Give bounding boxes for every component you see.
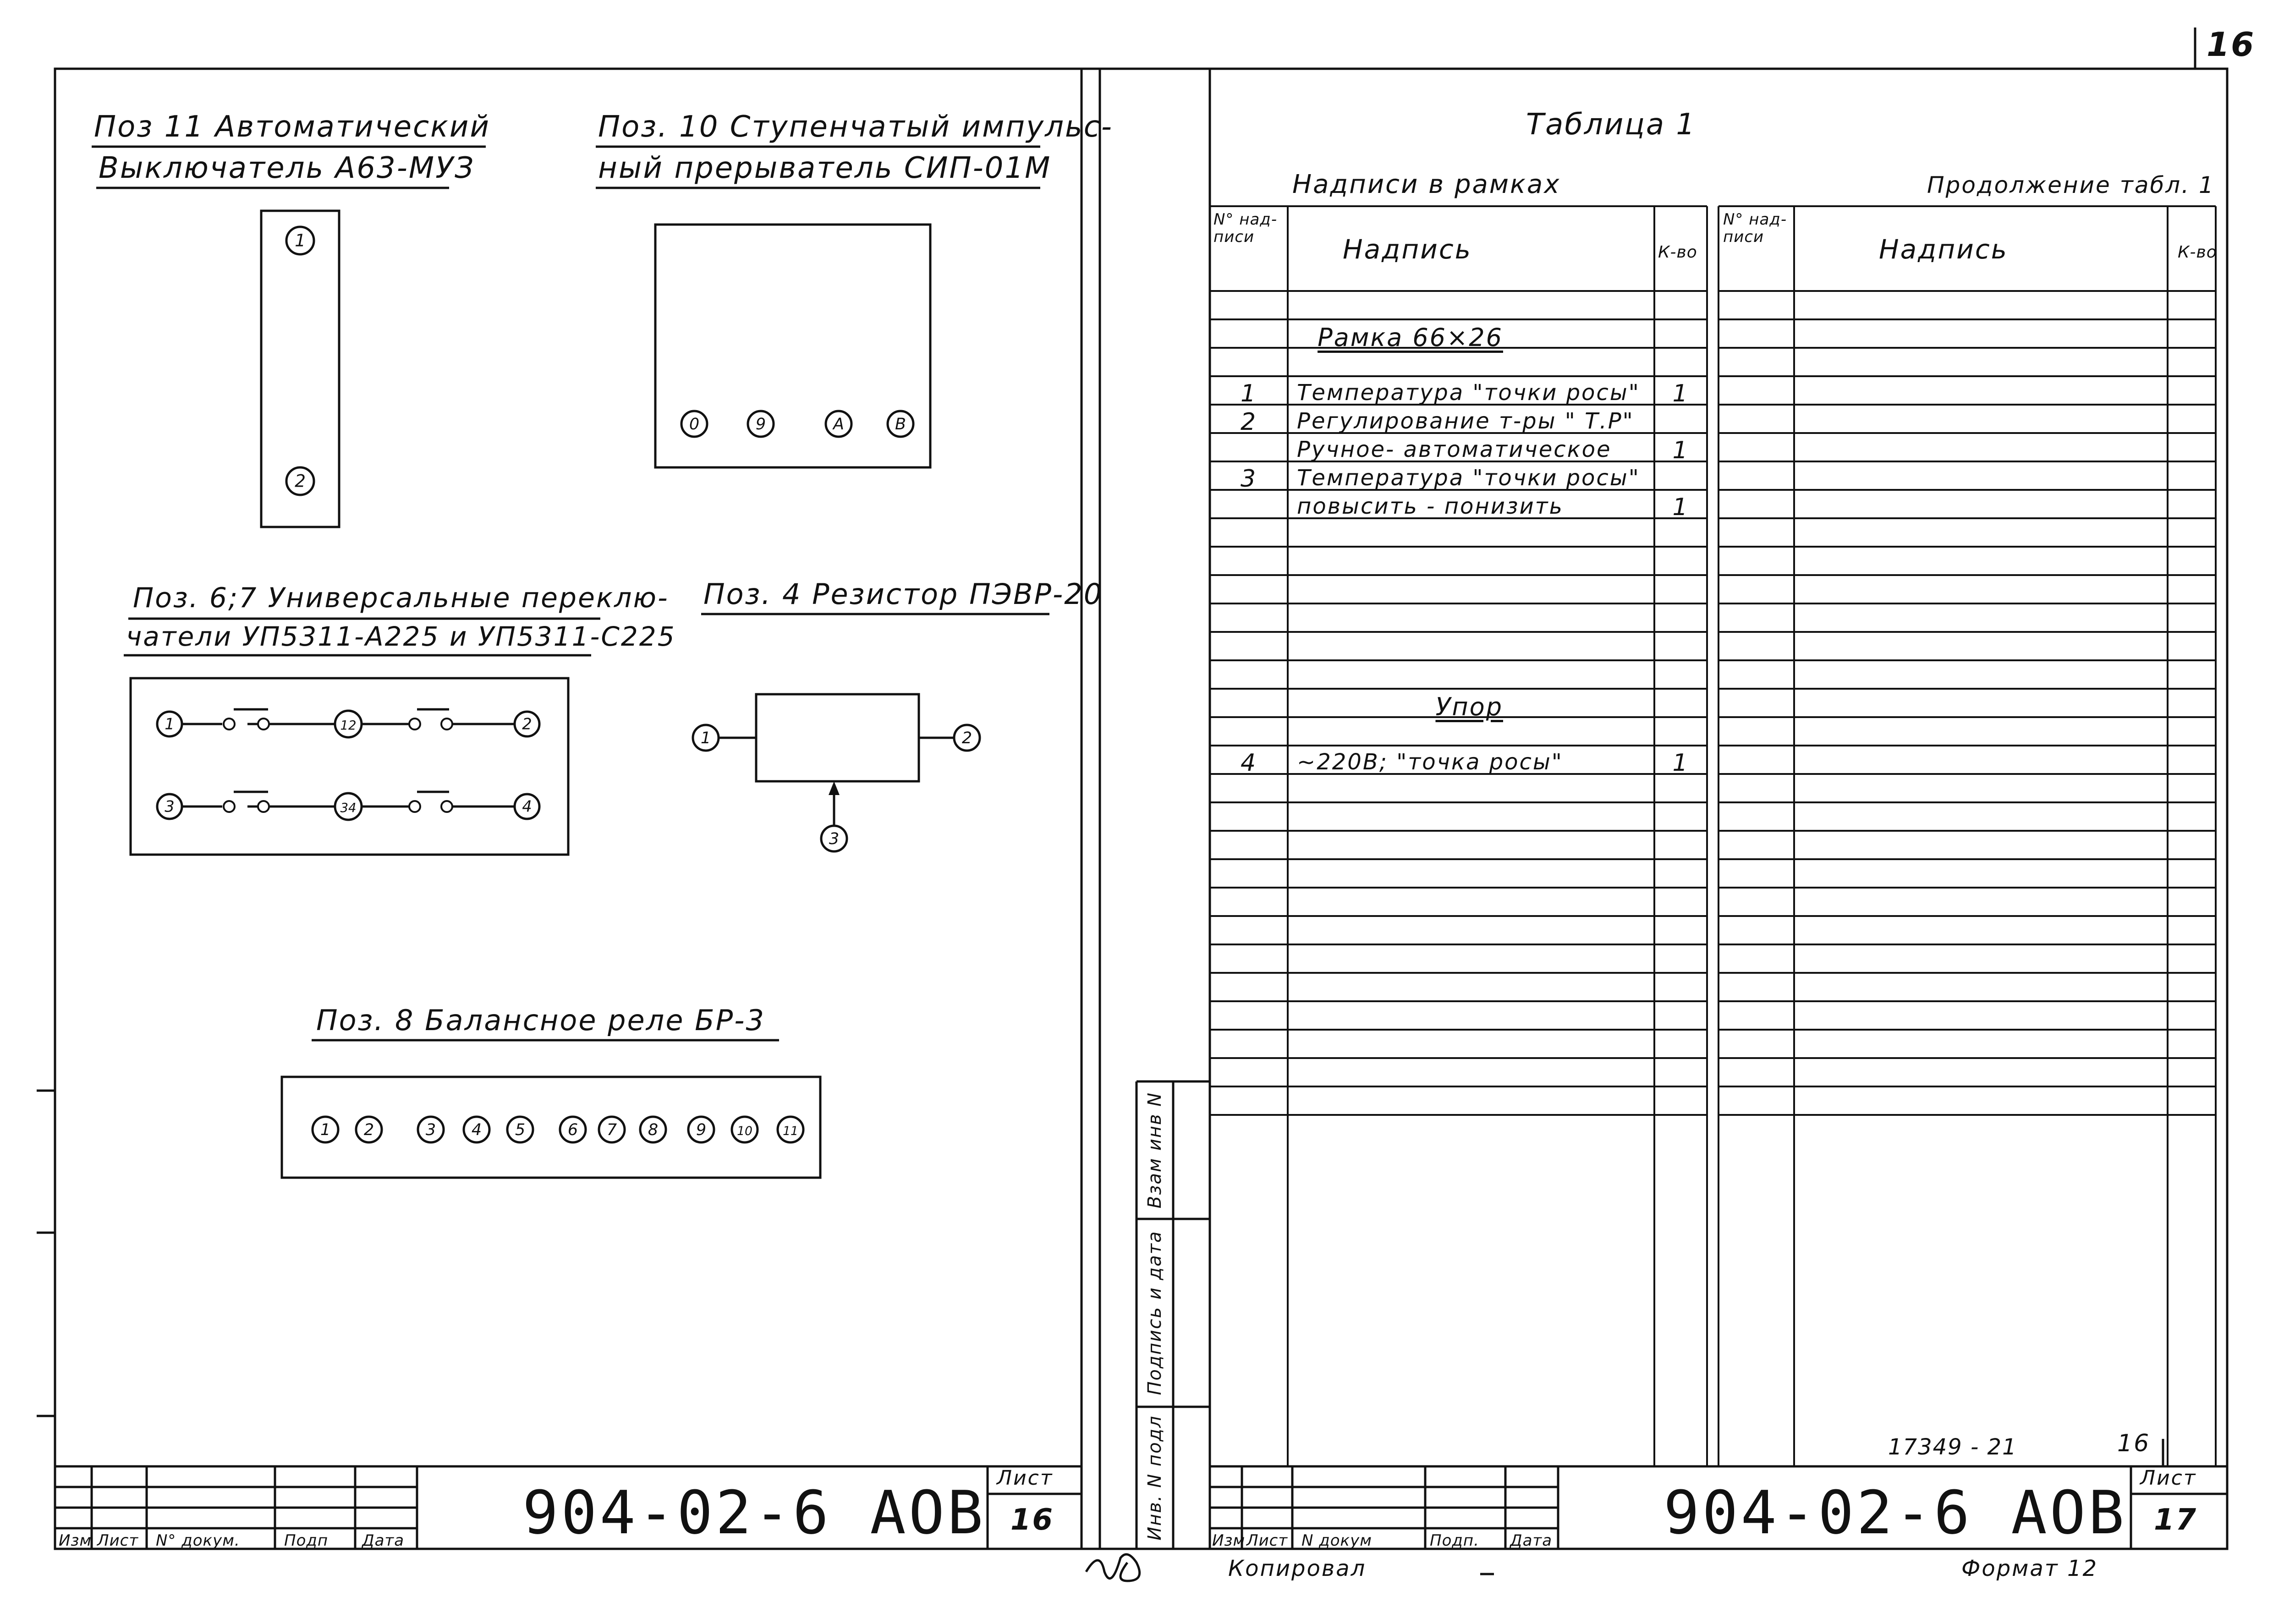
- col-header-qty-left: К-во: [1658, 243, 1697, 262]
- svg-text:1: 1: [700, 729, 711, 747]
- pos67-title-line1: Поз. 6;7 Универсальные переклю-: [133, 582, 669, 614]
- archive-sheet: 16: [2117, 1430, 2151, 1457]
- right-stamp-header-date: Дата: [1510, 1531, 1553, 1550]
- pos67-terminal: [515, 794, 539, 819]
- pos10-title-line2: ный прерыватель СИП-01М: [598, 151, 1052, 185]
- pos8-terminal: [418, 1117, 444, 1142]
- side-label-replace: Взам инв N: [1144, 1092, 1165, 1209]
- svg-text:11: 11: [783, 1124, 798, 1138]
- svg-text:5: 5: [515, 1120, 526, 1139]
- pos8-terminal: [778, 1117, 803, 1142]
- pos4-title: Поз. 4 Резистор ПЭВР-20: [703, 577, 1104, 611]
- svg-text:12: 12: [340, 718, 357, 733]
- table-subtitle-right: Продолжение табл. 1: [1927, 172, 2215, 198]
- svg-text:0: 0: [689, 415, 700, 433]
- side-label-sign-date: Подпись и дата: [1144, 1230, 1165, 1395]
- col-header-qty-right: К-во: [2178, 243, 2217, 262]
- pos8-terminal: [313, 1117, 338, 1142]
- svg-text:4: 4: [471, 1120, 482, 1139]
- right-stamp-code: 904-02-6 АОВ: [1664, 1478, 2127, 1547]
- pos67-device-box: [131, 678, 568, 855]
- archive-number: 17349 - 21: [1888, 1434, 2017, 1460]
- col-header-num-right: N° над-писи: [1723, 210, 1787, 246]
- pos67-terminal: [157, 794, 182, 819]
- svg-text:9: 9: [696, 1120, 707, 1139]
- pos67-terminal: [515, 712, 539, 736]
- pos10-title-line1: Поз. 10 Ступенчатый импульс-: [598, 110, 1113, 144]
- pos11-terminal: [286, 467, 314, 495]
- row-quantity: 1: [1672, 437, 1689, 464]
- col-header-text-right: Надпись: [1879, 234, 2008, 265]
- pos4-terminal: [821, 826, 847, 851]
- row-quantity: 1: [1672, 749, 1689, 777]
- table-title: Таблица 1: [1526, 108, 1697, 142]
- copied-label: Копировал: [1228, 1556, 1367, 1581]
- pos8-terminal: [560, 1117, 586, 1142]
- table-subtitle-left: Надписи в рамках: [1292, 170, 1561, 199]
- signature: [1086, 1554, 1140, 1581]
- row-number: 3: [1240, 465, 1257, 493]
- svg-text:3: 3: [829, 829, 840, 848]
- pos4-resistor-body: [756, 694, 919, 781]
- row-text: Регулирование т-ры " Т.Р": [1297, 408, 1634, 434]
- pos11-title-line2: Выключатель А63-МУЗ: [99, 151, 475, 185]
- svg-text:34: 34: [340, 801, 357, 816]
- svg-text:А: А: [833, 415, 844, 433]
- pos8-terminal: [464, 1117, 489, 1142]
- right-stamp-header-sign: Подп.: [1430, 1531, 1479, 1550]
- right-stamp-header-doc: N докум: [1301, 1531, 1372, 1550]
- svg-text:2: 2: [295, 471, 306, 491]
- pos67-terminal: [335, 711, 362, 737]
- row-text: Ручное- автоматическое: [1297, 437, 1612, 462]
- pos8-terminal: [507, 1117, 533, 1142]
- left-stamp-sheet-number: 16: [1010, 1503, 1054, 1537]
- svg-text:3: 3: [425, 1120, 436, 1139]
- svg-text:7: 7: [606, 1120, 617, 1139]
- svg-text:9: 9: [755, 415, 766, 433]
- pos67-terminal: [335, 793, 362, 820]
- left-stamp-header-izm: Изм: [59, 1531, 92, 1550]
- row-quantity: 1: [1672, 494, 1689, 521]
- right-stamp-header-izm: Изм: [1212, 1531, 1246, 1550]
- pos8-terminal: [732, 1117, 758, 1142]
- row-number: 2: [1240, 408, 1257, 436]
- svg-text:3: 3: [165, 797, 175, 816]
- left-stamp-header-sign: Подп: [284, 1531, 329, 1550]
- svg-text:2: 2: [363, 1120, 374, 1139]
- left-stamp-sheet-label: Лист: [997, 1466, 1054, 1490]
- row-text: ~220В; "точка росы": [1297, 749, 1563, 775]
- svg-text:2: 2: [961, 729, 972, 747]
- pos8-terminal: [640, 1117, 666, 1142]
- right-stamp-header-list: Лист: [1246, 1531, 1288, 1550]
- col-header-text-left: Надпись: [1343, 234, 1472, 265]
- format-label: Формат 12: [1961, 1556, 2098, 1581]
- row-text: Рамка 66×26: [1318, 323, 1503, 352]
- row-number: 1: [1240, 380, 1257, 407]
- pos8-terminal: [356, 1117, 382, 1142]
- svg-text:1: 1: [295, 230, 306, 251]
- row-number: 4: [1240, 749, 1257, 777]
- left-stamp-header-date: Дата: [362, 1531, 405, 1550]
- svg-text:4: 4: [522, 797, 532, 816]
- left-stamp-header-doc: N° докум.: [156, 1531, 240, 1550]
- left-stamp-header-list: Лист: [97, 1531, 139, 1550]
- right-stamp-sheet-label: Лист: [2140, 1466, 2197, 1490]
- pos11-terminal: [286, 227, 314, 254]
- left-stamp-code: 904-02-6 АОВ: [522, 1478, 986, 1547]
- row-text: повысить - понизить: [1297, 494, 1564, 519]
- pos10-terminal: [826, 411, 851, 437]
- row-text: Температура "точки росы": [1297, 465, 1640, 491]
- svg-text:10: 10: [737, 1124, 752, 1138]
- pos4-terminal: [954, 725, 980, 751]
- pos4-terminal: [693, 725, 719, 751]
- pos11-title-line1: Поз 11 Автоматический: [94, 110, 490, 144]
- row-text: Температура "точки росы": [1297, 380, 1640, 406]
- pos8-terminal: [599, 1117, 625, 1142]
- svg-text:1: 1: [165, 715, 175, 733]
- side-label-inv: Инв. N подл: [1144, 1415, 1165, 1541]
- row-quantity: 1: [1672, 380, 1689, 407]
- page-number-top: 16: [2207, 25, 2256, 64]
- pos67-terminal: [157, 712, 182, 736]
- svg-text:В: В: [895, 415, 906, 433]
- svg-text:8: 8: [648, 1120, 659, 1139]
- col-header-num-left: N° над-писи: [1213, 210, 1278, 246]
- svg-text:6: 6: [567, 1120, 578, 1139]
- right-stamp-sheet-number: 17: [2154, 1503, 2198, 1537]
- pos10-terminal: [888, 411, 913, 437]
- pos67-title-line2: чатели УП5311-А225 и УП5311-С225: [126, 621, 676, 652]
- pos8-terminal: [688, 1117, 714, 1142]
- svg-text:2: 2: [522, 715, 532, 733]
- pos10-terminal: [748, 411, 774, 437]
- pos10-terminal: [681, 411, 707, 437]
- svg-text:1: 1: [320, 1120, 331, 1139]
- pos8-title: Поз. 8 Балансное реле БР-3: [316, 1004, 765, 1037]
- row-text: Упор: [1435, 692, 1503, 721]
